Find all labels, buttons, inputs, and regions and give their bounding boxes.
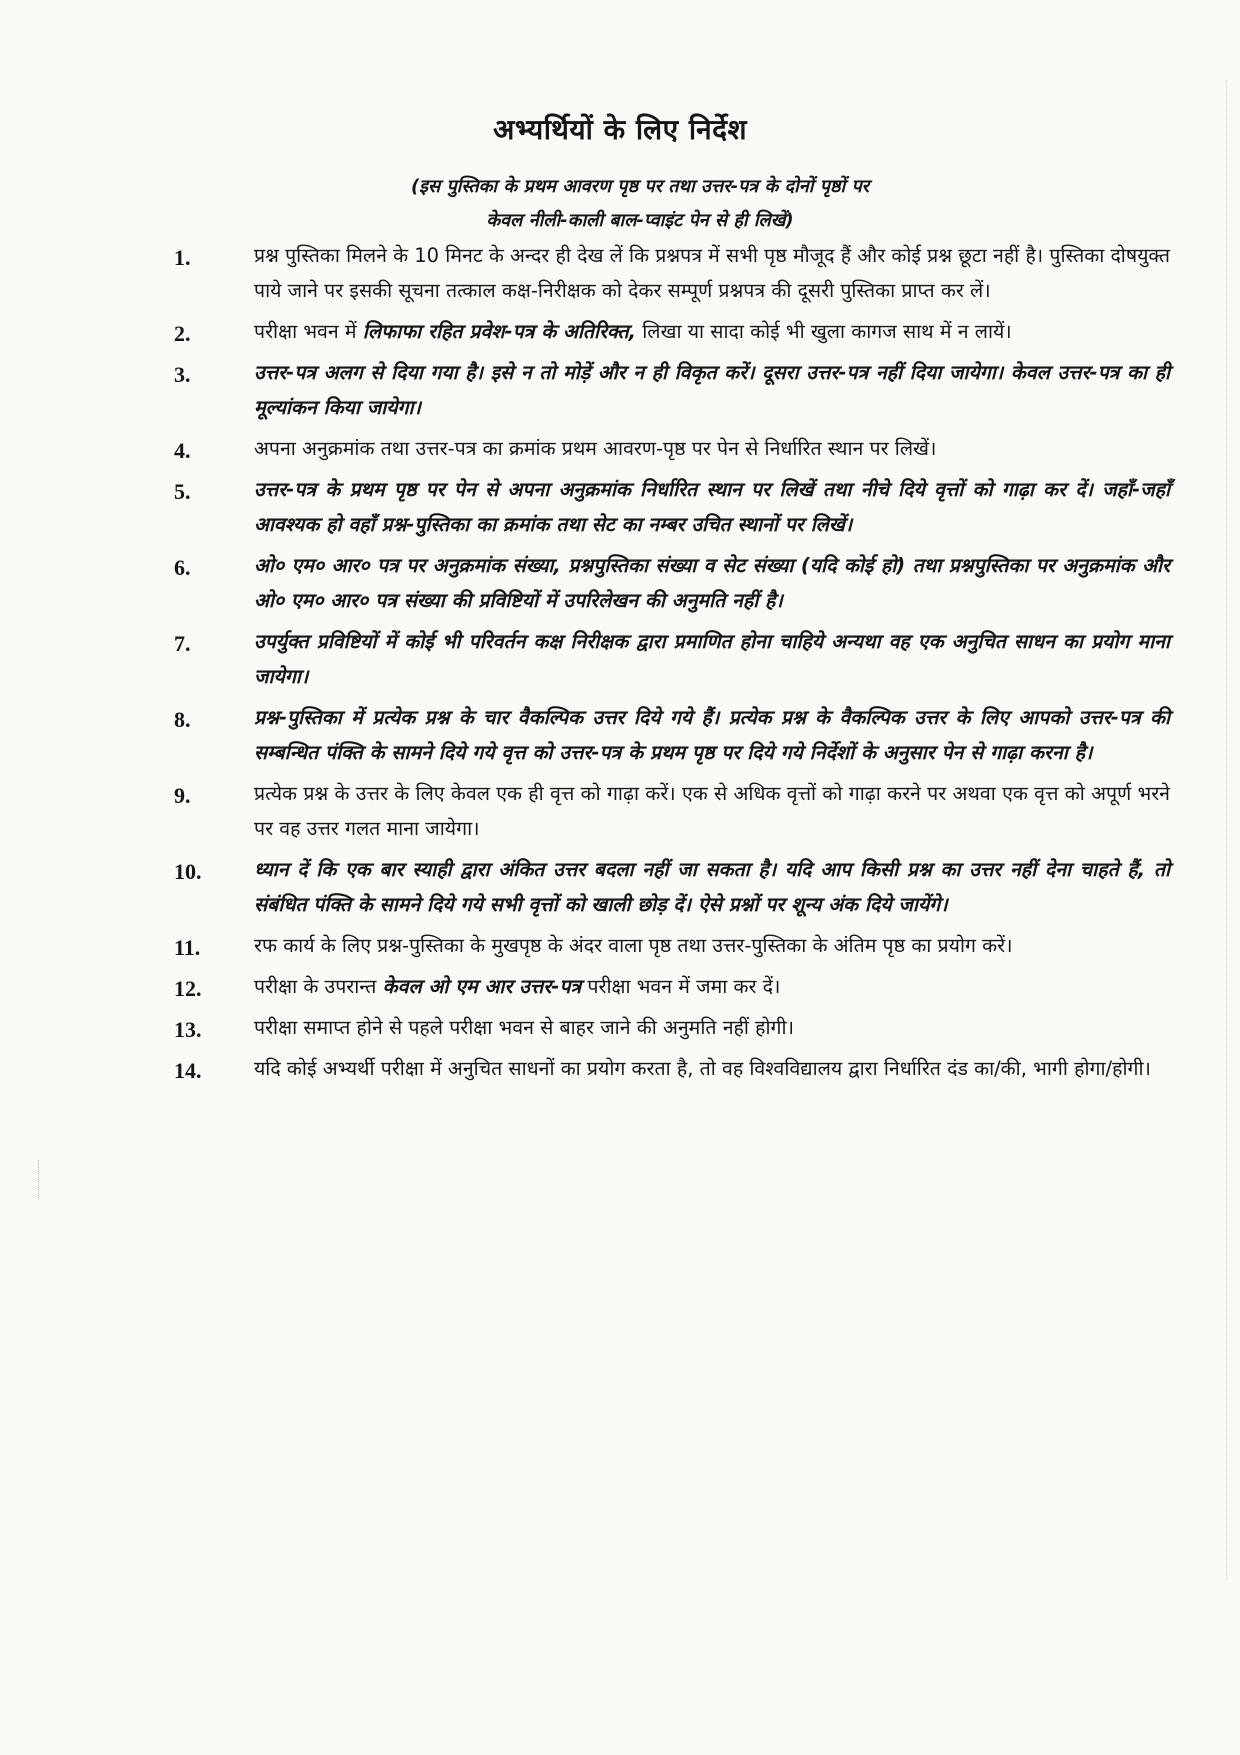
item-number: 7. [174, 631, 191, 656]
item-number: 6. [174, 555, 191, 580]
item-text-part: लिखा या सादा कोई भी खुला कागज साथ में न लायें। [636, 320, 1012, 343]
item-text: उपर्युक्त प्रविष्टियों में कोई भी परिवर्तन कक्ष निरीक्षक द्वारा प्रमाणित होना चाहिये अन्यथा वह एक अनुचित साधन का प्रयोग माना जायेगा। [254, 630, 1170, 688]
item-number: 5. [174, 479, 191, 504]
item-text: ध्यान दें कि एक बार स्याही द्वारा अंकित उत्तर बदला नहीं जा सकता है। यदि आप किसी प्रश्न का उत्तर नहीं देना चाहते हैं, तो संबंधित पंक्ति के सामने दिये गये सभी वृत्तों को खाली छोड़ दें। ऐसे प्रश्नों पर शून्य अंक दिये जायेंगे। [254, 858, 1170, 916]
list-item [170, 472, 1170, 542]
item-text-emphasis: लिफाफा रहित प्रवेश-पत्र के अतिरिक्त, [362, 320, 637, 343]
item-text: उत्तर-पत्र अलग से दिया गया है। इसे न तो मोड़ें और न ही विकृत करें। दूसरा उत्तर-पत्र नहीं दिया जायेगा। केवल उत्तर-पत्र का ही मूल्यांकन किया जायेगा। [254, 361, 1170, 419]
item-number: 2. [174, 321, 191, 346]
instruction-note-line: केवल नीली-काली बाल-प्वाइंट पेन से ही लिखें) [486, 210, 794, 231]
item-number: 12. [174, 976, 202, 1001]
list-item [170, 928, 1170, 963]
list-item [170, 1010, 1170, 1045]
list-item [170, 548, 1170, 618]
item-number: 9. [174, 783, 191, 808]
instruction-note-line: (इस पुस्तिका के प्रथम आवरण पृष्ठ पर तथा उत्तर-पत्र के दोनों पृष्ठों पर [410, 176, 870, 197]
item-text: प्रत्येक प्रश्न के उत्तर के लिए केवल एक ही वृत्त को गाढ़ा करें। एक से अधिक वृत्तों को गाढ़ा करने पर अथवा एक वृत्त को अपूर्ण भरने पर वह उत्तर गलत माना जायेगा। [254, 782, 1170, 840]
instructions-list [170, 238, 1170, 1092]
item-text: उत्तर-पत्र के प्रथम पृष्ठ पर पेन से अपना अनुक्रमांक निर्धारित स्थान पर लिखें तथा नीचे दिये वृत्तों को गाढ़ा कर दें। जहाँ-जहाँ आवश्यक हो वहाँ प्रश्न-पुस्तिका का क्रमांक तथा सेट का नम्बर उचित स्थानों पर लिखें। [254, 478, 1170, 536]
item-text [254, 975, 780, 998]
scan-artifact [1226, 80, 1230, 1580]
item-text-part: परीक्षा भवन में [254, 320, 363, 343]
item-text [254, 320, 1012, 343]
item-number: 10. [174, 859, 202, 884]
item-text: ओ० एम० आर० पत्र पर अनुक्रमांक संख्या, प्रश्नपुस्तिका संख्या व सेट संख्या (यदि कोई हो) तथा प्रश्नपुस्तिका पर अनुक्रमांक और ओ० एम० आर० पत्र संख्या की प्रविष्टियों में उपरिलेखन की अनुमति नहीं है। [254, 554, 1170, 612]
item-number: 4. [174, 438, 191, 463]
item-number: 14. [174, 1058, 202, 1083]
item-text: प्रश्न-पुस्तिका में प्रत्येक प्रश्न के चार वैकल्पिक उत्तर दिये गये हैं। प्रत्येक प्रश्न के वैकल्पिक उत्तर के लिए आपको उत्तर-पत्र की सम्बन्धित पंक्ति के सामने दिये गये वृत्त को उत्तर-पत्र के प्रथम पृष्ठ पर दिये गये निर्देशों के अनुसार पेन से गाढ़ा करना है। [254, 706, 1170, 764]
item-text: यदि कोई अभ्यर्थी परीक्षा में अनुचित साधनों का प्रयोग करता है, तो वह विश्वविद्यालय द्वारा निर्धारित दंड का/की, भागी होगा/होगी। [254, 1057, 1151, 1080]
instruction-note [290, 170, 990, 238]
item-number: 1. [174, 245, 191, 270]
page-title: अभ्यर्थियों के लिए निर्देश [492, 113, 748, 146]
list-item [170, 624, 1170, 694]
list-item [170, 776, 1170, 846]
list-item [170, 1051, 1170, 1086]
list-item [170, 355, 1170, 425]
list-item [170, 700, 1170, 770]
item-text: रफ कार्य के लिए प्रश्न-पुस्तिका के मुखपृष्ठ के अंदर वाला पृष्ठ तथा उत्तर-पुस्तिका के अंतिम पृष्ठ का प्रयोग करें। [254, 934, 1013, 957]
list-item [170, 314, 1170, 349]
scan-artifact [38, 1160, 43, 1200]
item-text: परीक्षा समाप्त होने से पहले परीक्षा भवन से बाहर जाने की अनुमति नहीं होगी। [254, 1016, 794, 1039]
item-text-emphasis: केवल ओ एम आर उत्तर-पत्र [382, 975, 582, 998]
item-number: 13. [174, 1017, 202, 1042]
item-number: 3. [174, 362, 191, 387]
list-item [170, 852, 1170, 922]
item-text: अपना अनुक्रमांक तथा उत्तर-पत्र का क्रमांक प्रथम आवरण-पृष्ठ पर पेन से निर्धारित स्थान पर लिखें। [254, 437, 937, 460]
item-text-part: परीक्षा भवन में जमा कर दें। [581, 975, 781, 998]
item-number: 11. [174, 935, 201, 960]
item-text-part: परीक्षा के उपरान्त [254, 975, 383, 998]
item-number: 8. [174, 707, 191, 732]
list-item [170, 238, 1170, 308]
item-text: प्रश्न पुस्तिका मिलने के 10 मिनट के अन्दर ही देख लें कि प्रश्नपत्र में सभी पृष्ठ मौजूद हैं और कोई प्रश्न छूटा नहीं है। पुस्तिका दोषयुक्त पाये जाने पर इसकी सूचना तत्काल कक्ष-निरीक्षक को देकर सम्पूर्ण प्रश्नपत्र की दूसरी पुस्तिका प्राप्त कर लें। [254, 244, 1170, 302]
list-item [170, 431, 1170, 466]
list-item [170, 969, 1170, 1004]
